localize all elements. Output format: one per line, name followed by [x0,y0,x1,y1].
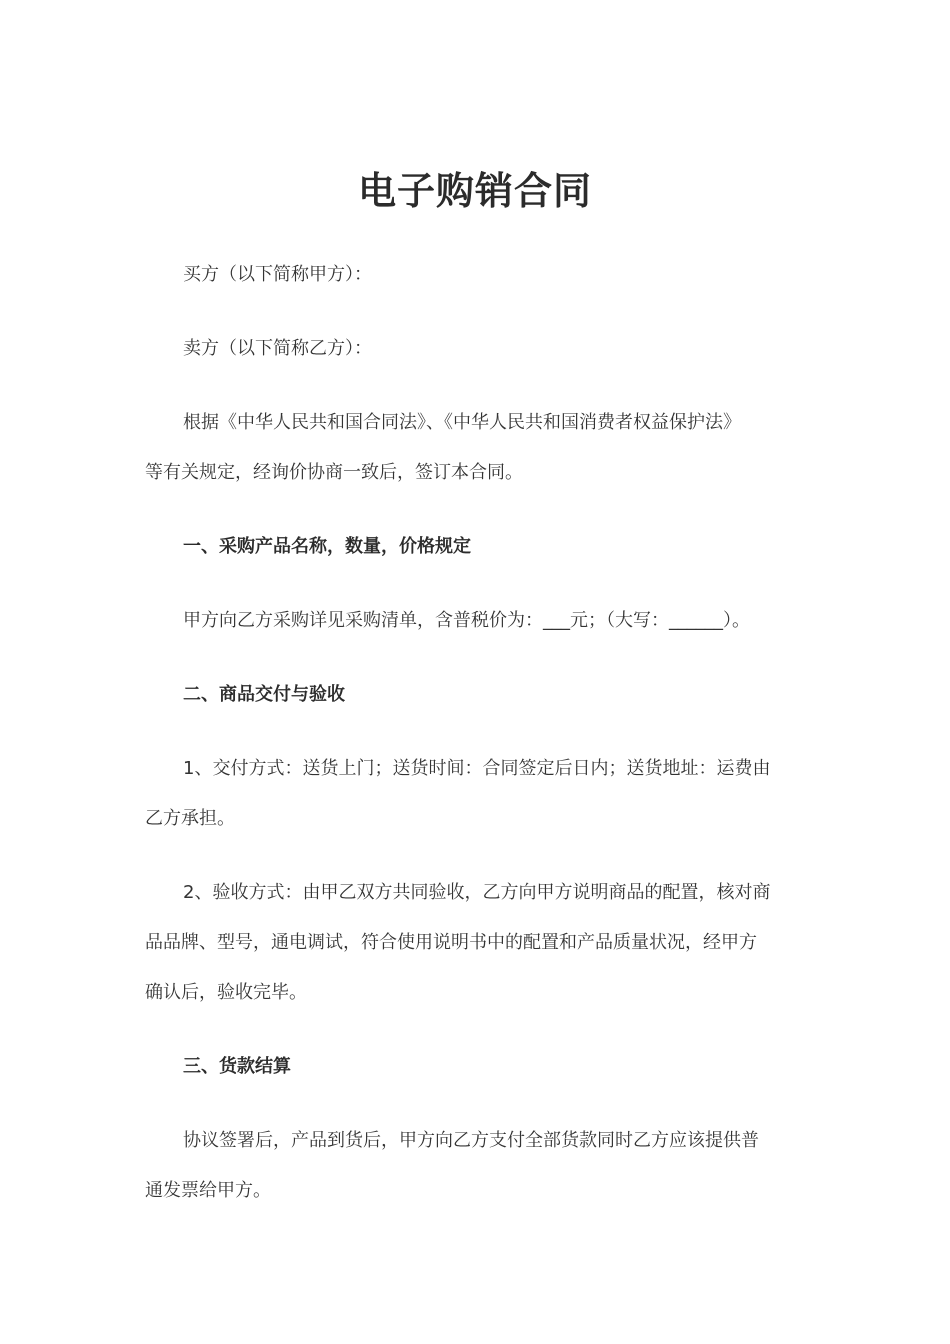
text-line: 乙方承担。 [145,808,235,829]
text-line: 协议签署后，产品到货后，甲方向乙方支付全部货款同时乙方应该提供普 [183,1130,759,1151]
document-title: 电子购销合同 [357,169,592,213]
text-line: 确认后，验收完毕。 [145,982,307,1003]
text-line: 2、验收方式：由甲乙双方共同验收，乙方向甲方说明商品的配置，核对商 [183,882,771,903]
text-line: 卖方（以下简称乙方）： [183,338,372,359]
text-line: 品品牌、型号，通电调试，符合使用说明书中的配置和产品质量状况，经甲方 [145,932,757,953]
document-body [145,250,810,1240]
text-line: 一、采购产品名称，数量，价格规定 [183,536,471,557]
text-line: 三、货款结算 [183,1056,291,1077]
section-heading [145,522,810,572]
paragraph [145,596,810,646]
section-heading [145,1042,810,1092]
text-line: 等有关规定，经询价协商一致后，签订本合同。 [145,462,523,483]
text-line: 二、商品交付与验收 [183,684,345,705]
paragraph [145,250,810,300]
paragraph [145,398,810,498]
text-line: 买方（以下简称甲方）： [183,264,372,285]
section-heading [145,670,810,720]
text-line: 根据《中华人民共和国合同法》、《中华人民共和国消费者权益保护法》 [183,412,741,433]
paragraph [145,868,810,1018]
paragraph [145,744,810,844]
paragraph [145,324,810,374]
paragraph [145,1116,810,1216]
text-line: 1、交付方式：送货上门；送货时间：合同签定后日内；送货地址：运费由 [183,758,771,779]
text-line: 甲方向乙方采购详见采购清单，含普税价为：___元；（大写：______）。 [183,610,750,631]
text-line: 通发票给甲方。 [145,1180,271,1201]
